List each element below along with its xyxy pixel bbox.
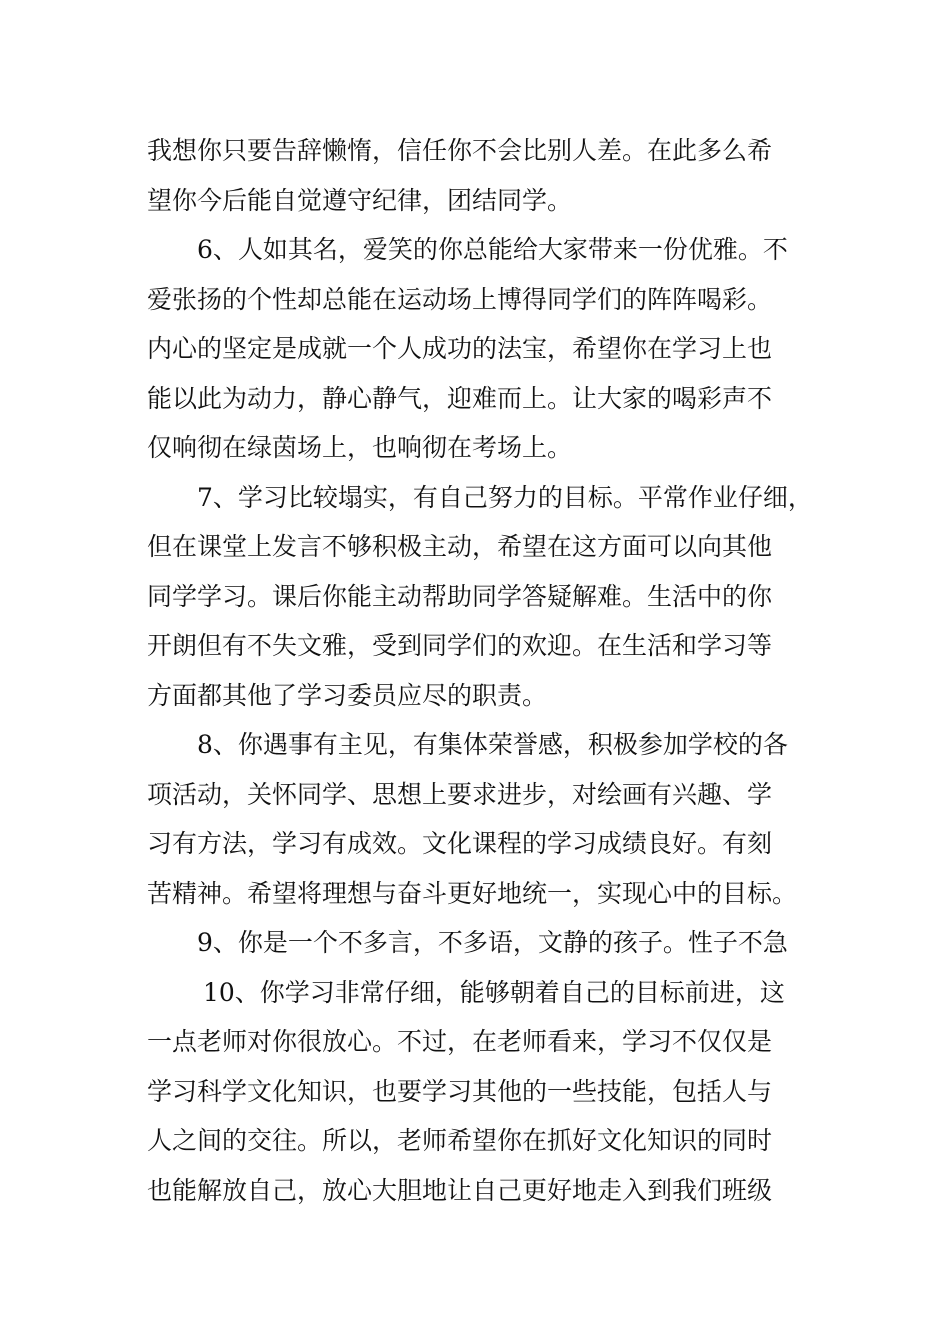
text-line: 8、你遇事有主见，有集体荣誉感，积极参加学校的各: [197, 730, 788, 759]
text-line: 同学学习。课后你能主动帮助同学答疑解难。生活中的你: [147, 581, 773, 611]
text-line: 望你今后能自觉遵守纪律，团结同学。: [147, 185, 573, 215]
text-line: 学习科学文化知识，也要学习其他的一些技能，包括人与: [147, 1076, 773, 1106]
text-line: 内心的坚定是成就一个人成功的法宝，希望你在学习上也: [147, 334, 773, 363]
text-line: 6、人如其名，爱笑的你总能给大家带来一份优雅。不: [197, 235, 788, 264]
text-line: 但在课堂上发言不够积极主动，希望在这方面可以向其他: [147, 532, 773, 561]
text-line: 开朗但有不失文雅，受到同学们的欢迎。在生活和学习等: [147, 631, 773, 660]
document-body: [147, 126, 812, 1215]
text-line: 能以此为动力，静心静气，迎难而上。让大家的喝彩声不: [147, 383, 773, 413]
text-line: 7、学习比较塌实，有自己努力的目标。平常作业仔细，: [197, 482, 813, 512]
text-line: 我想你只要告辞懒惰，信任你不会比别人差。在此多么希: [147, 136, 773, 165]
text-line: 9、你是一个不多言，不多语，文静的孩子。性子不急: [197, 928, 788, 957]
text-line: 习有方法，学习有成效。文化课程的学习成绩良好。有刻: [147, 829, 773, 858]
text-line: 也能解放自己，放心大胆地让自己更好地走入到我们班级: [147, 1175, 773, 1205]
text-line: 苦精神。希望将理想与奋斗更好地统一，实现心中的目标。: [147, 878, 798, 908]
text-line: 项活动，关怀同学、思想上要求进步，对绘画有兴趣、学: [147, 779, 773, 809]
text-line: 一点老师对你很放心。不过，在老师看来，学习不仅仅是: [147, 1027, 773, 1056]
text-line: 人之间的交往。所以，老师希望你在抓好文化知识的同时: [147, 1126, 773, 1155]
text-line: 爱张扬的个性却总能在运动场上博得同学们的阵阵喝彩。: [147, 284, 773, 314]
text-line: 方面都其他了学习委员应尽的职责。: [147, 680, 548, 710]
text-line: 仅响彻在绿茵场上，也响彻在考场上。: [147, 433, 573, 462]
text-line: 10、你学习非常仔细，能够朝着自己的目标前进，这: [203, 977, 785, 1007]
